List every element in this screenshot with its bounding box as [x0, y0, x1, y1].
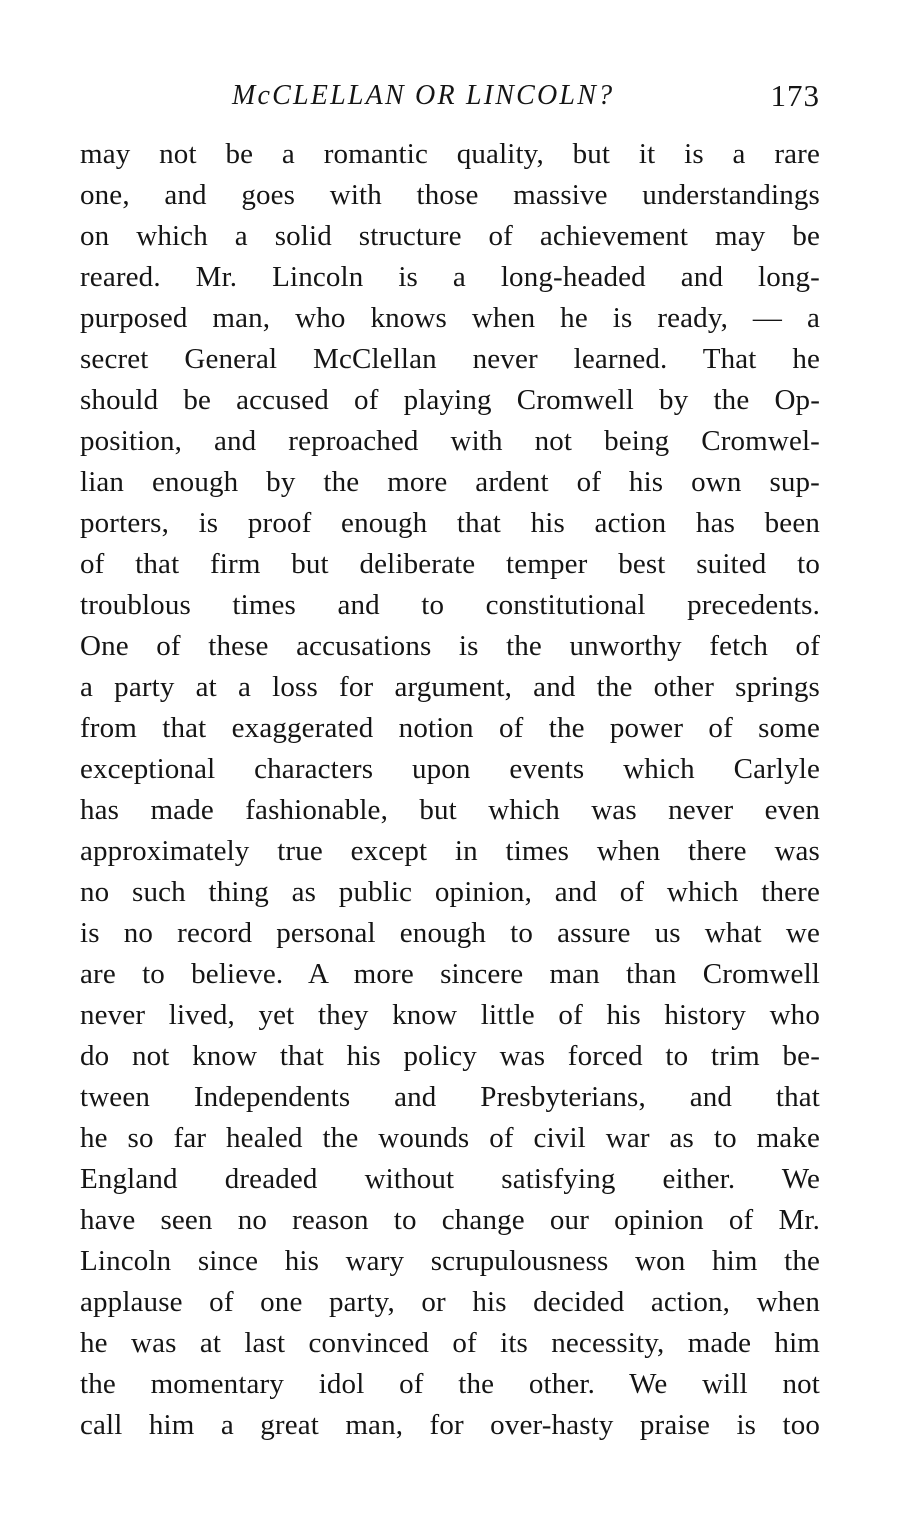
text-line: should be accused of playing Cromwell by the Op-	[80, 384, 820, 416]
text-line: applause of one party, or his decided action, when	[80, 1286, 820, 1318]
text-line: has made fashionable, but which was never even	[80, 794, 820, 826]
body-text	[80, 134, 820, 1446]
text-line: are to believe. A more sincere man than Cromwell	[80, 958, 820, 990]
text-line: porters, is proof enough that his action has been	[80, 507, 820, 539]
text-line: one, and goes with those massive understandings	[80, 179, 820, 211]
text-line: have seen no reason to change our opinion of Mr.	[80, 1204, 820, 1236]
text-line: England dreaded without satisfying either. We	[80, 1163, 820, 1195]
running-title: McCLELLAN OR LINCOLN?	[232, 80, 615, 111]
text-line: may not be a romantic quality, but it is a rare	[80, 138, 820, 170]
text-line: approximately true except in times when there was	[80, 835, 820, 867]
text-line: do not know that his policy was forced to trim be-	[80, 1040, 820, 1072]
text-line: Lincoln since his wary scrupulousness won him the	[80, 1245, 820, 1277]
text-line: reared. Mr. Lincoln is a long-headed and long-	[80, 261, 820, 293]
text-line: tween Independents and Presbyterians, and that	[80, 1081, 820, 1113]
text-line: no such thing as public opinion, and of which there	[80, 876, 820, 908]
text-line: he was at last convinced of its necessity, made him	[80, 1327, 820, 1359]
text-line: lian enough by the more ardent of his own sup-	[80, 466, 820, 498]
text-line: is no record personal enough to assure us what we	[80, 917, 820, 949]
text-line: purposed man, who knows when he is ready, — a	[80, 302, 820, 334]
text-line: of that firm but deliberate temper best suited to	[80, 548, 820, 580]
text-line: position, and reproached with not being Cromwel-	[80, 425, 820, 457]
text-line: from that exaggerated notion of the power of some	[80, 712, 820, 744]
text-line: secret General McClellan never learned. That he	[80, 343, 820, 375]
text-line: call him a great man, for over-hasty praise is too	[80, 1409, 820, 1441]
text-line: he so far healed the wounds of civil war as to make	[80, 1122, 820, 1154]
text-line: never lived, yet they know little of his history who	[80, 999, 820, 1031]
text-line: the momentary idol of the other. We will not	[80, 1368, 820, 1400]
text-line: exceptional characters upon events which Carlyle	[80, 753, 820, 785]
text-line: troublous times and to constitutional precedents.	[80, 589, 820, 621]
text-line: on which a solid structure of achievement may be	[80, 220, 820, 252]
running-header	[80, 74, 820, 118]
text-line: One of these accusations is the unworthy fetch of	[80, 630, 820, 662]
page-number: 173	[770, 78, 820, 113]
text-line: a party at a loss for argument, and the other springs	[80, 671, 820, 703]
